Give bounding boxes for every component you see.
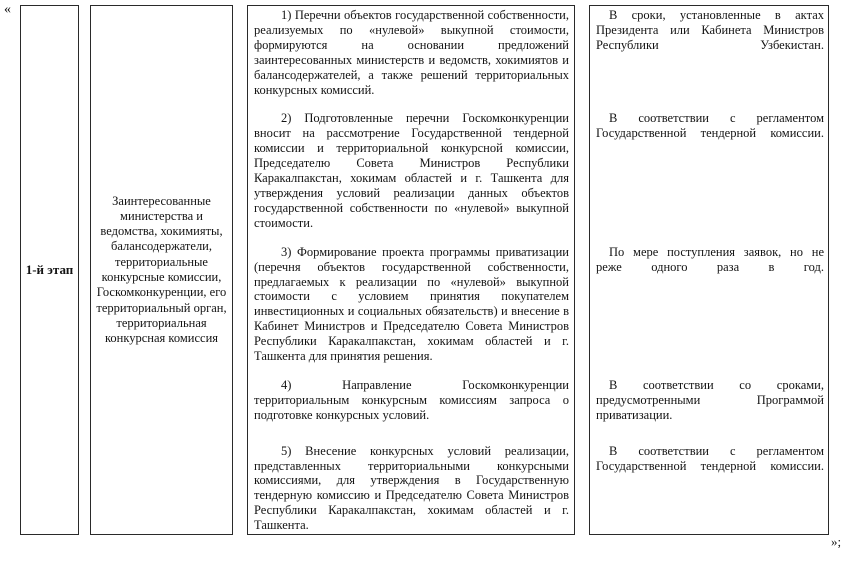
timing-item-5: В соответствии с регламентом Государственной тендерной комиссии. — [596, 443, 824, 473]
participants-text: Заинтересованные министерства и ведомства, хокимияты, балансодержатели, территориальные конкурсные комиссии, Госкомконкуренции, его территориальный орган, территориальная конкурсная комиссия — [96, 193, 227, 346]
action-item-4: 4) Направление Госкомконкуренции территориальным конкурсным комиссиям запроса о подготовке конкурсных условий. — [254, 377, 569, 422]
stage-column — [20, 5, 79, 535]
timing-item-1: В сроки, установленные в актах Президента или Кабинета Министров Республики Узбекистан. — [596, 8, 824, 52]
timing-item-3: По мере поступления заявок, но не реже одного раза в год. — [596, 244, 824, 274]
participants-column — [90, 5, 233, 535]
stage-label: 1-й этап — [25, 262, 74, 278]
action-item-2: 2) Подготовленные перечни Госкомконкуренции вносит на рассмотрение Государственной тендерной комиссии и территориальной конкурсной комиссии, Председателю Совета Министров Республики Каракалпакстан, хокимам областей и г. Ташкента для утверждения условий реализации данных объектов государственной собственности по «нулевой» выкупной стоимости. — [254, 111, 569, 230]
opening-quote-mark: « — [4, 2, 11, 17]
action-item-5: 5) Внесение конкурсных условий реализации, представленных территориальными конкурсными комиссиями, для утверждения в Государственную тендерную комиссию и Председателю Совета Министров Республики Каракалпакстан, хокимам областей и г. Ташкента. — [254, 443, 569, 533]
action-item-3: 3) Формирование проекта программы приватизации (перечня объектов государственной собственности, предлагаемых к реализации по «нулевой» выкупной стоимости с условием принятия покупателем инвестиционных и социальных обязательств) и внесение в Кабинет Министров и Председателю Совета Министров Республики Каракалпакстан, хокимам областей и г. Ташкента для принятия решения. — [254, 244, 569, 364]
timing-item-2: В соответствии с регламентом Государственной тендерной комиссии. — [596, 111, 824, 141]
action-item-1: 1) Перечни объектов государственной собственности, реализуемых по «нулевой» выкупной стоимости, формируются на основании предложений заинтересованных министерств и ведомств, хокимиятов и балансодержателей, а также решений территориальных конкурсных комиссий. — [254, 8, 569, 97]
stages-table — [20, 5, 829, 535]
actions-timing-grid — [247, 5, 829, 535]
closing-quote-mark: »; — [831, 534, 842, 549]
timing-item-4: В соответствии со сроками, предусмотренными Программой приватизации. — [596, 377, 824, 422]
